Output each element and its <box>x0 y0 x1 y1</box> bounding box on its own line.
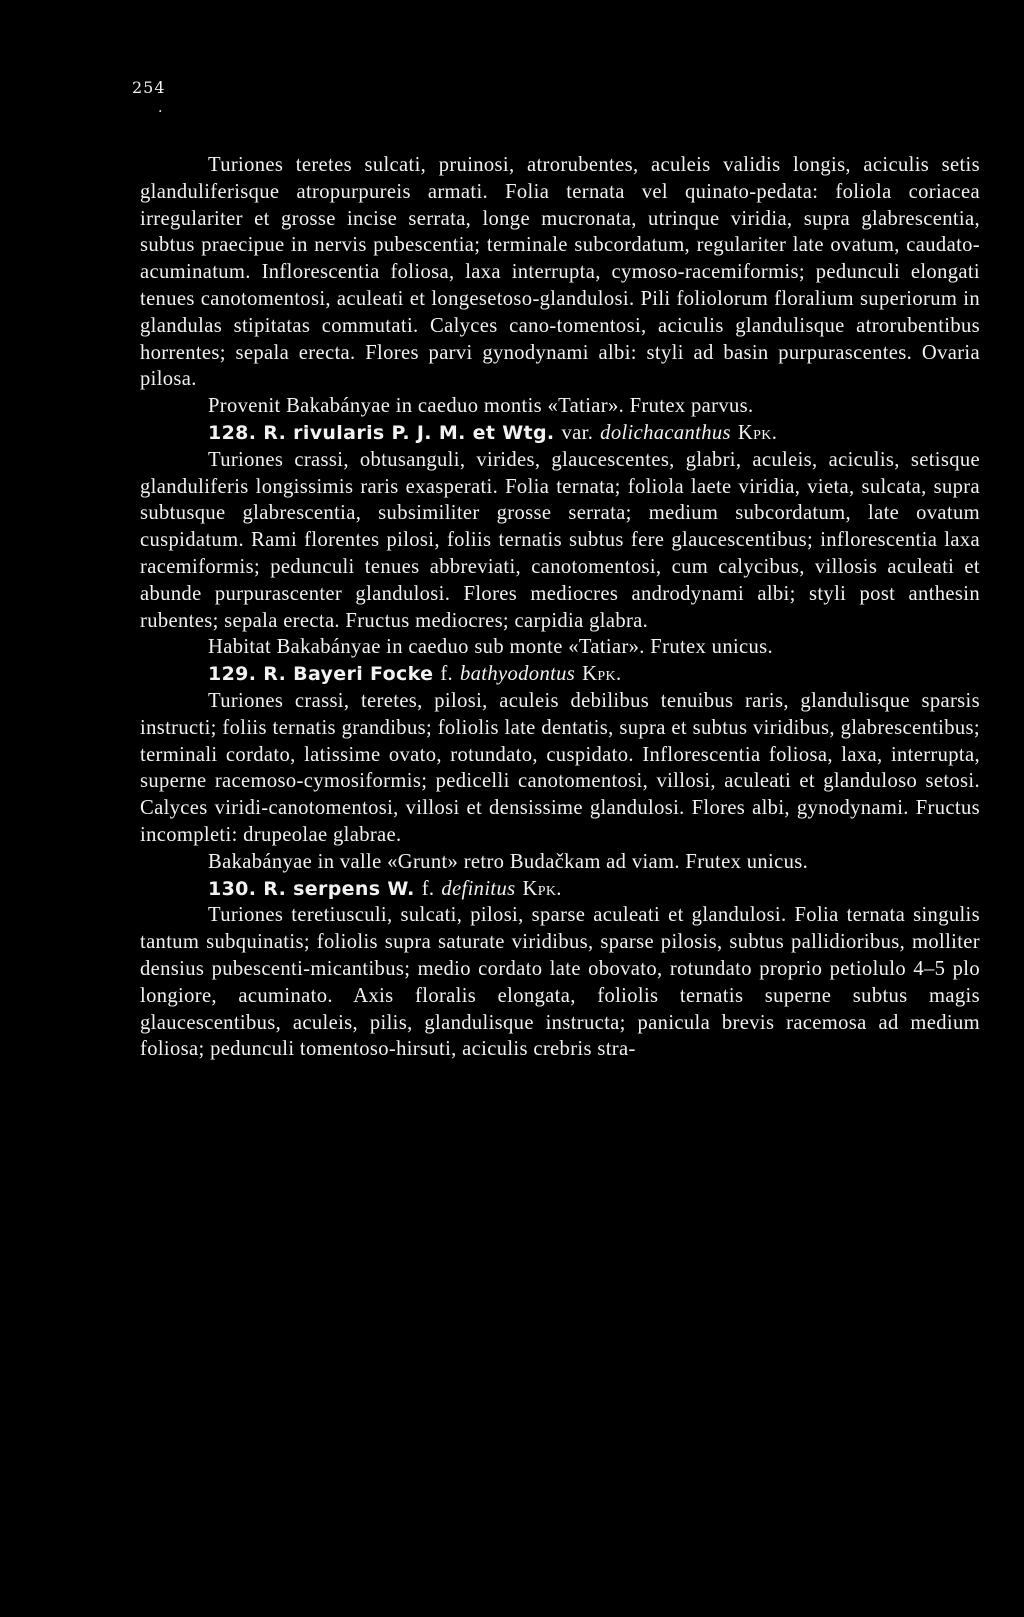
species-number: 129. <box>208 663 257 686</box>
description-paragraph: Turiones teretiusculi, sulcati, pilosi, sparse aculeati et glandulosi. Folia ternata singulis tantum subquinatis; foliolis supra saturate viridibus, sparse pilosis, subtus pallidioribus, molliter densius pubescenti-micantibus; medio cordato late obovato, rotundato proprio petiolulo 4–5 plo longiore, acuminato. Axis floralis elongata, foliolis ternatis superne subtus magis glaucescentibus, aculeis, pilis, glandulisque instructa; panicula brevis racemosa ad medium foliosa; pedunculi tomentoso-hirsuti, aciculis crebris stra- <box>140 904 980 1061</box>
locality-paragraph: Bakabányae in valle «Grunt» retro Budačkam ad viam. Frutex unicus. <box>208 850 809 873</box>
description-paragraph: Turiones teretes sulcati, pruinosi, atrorubentes, aculeis validis longis, aciculis setis glanduliferisque atropurpureis armati. Folia ternata vel quinato-pedata: foliola coriacea irregulariter et grosse incise serrata, longe mucronata, utrinque viridia, supra glabrescentia, subtus praecipue in nervis pubescentia; terminale subcordatum, regulariter late ovatum, caudato-acuminatum. Inflorescentia foliosa, laxa interrupta, cymoso-racemiformis; pedunculi elongati tenues canotomentosi, aculeati et longesetoso-glandulosi. Pili foliolorum floralium superiorum in glandulas stipitatas commutati. Calyces cano-tomentosi, aciculis glandulisque atrorubentibus horrentes; sepala erecta. Flores parvi gynodynami albi: styli ad basin purpurascentes. Ovaria pilosa. <box>140 154 980 391</box>
variety-label: var. <box>561 421 594 444</box>
description-paragraph: Turiones crassi, obtusanguli, virides, glaucescentes, glabri, aculeis, aciculis, setisque glanduliferis longissimis raris exasperati. Folia ternata; foliola laete viridia, vieta, sulcata, supra subtusque glabrescentia, subsimiliter grosse serrata; medium subcordatum, late ovatum cuspidatum. Rami florentes pilosi, foliis ternatis subtus fere glaucescentibus; inflorescentia laxa racemiformis; pedunculi tenues abbreviati, canotomentosi, cum calycibus, villosis aculeati et abunde purpurascenter glandulosi. Flores mediocres androdynami albi; styli post anthesin rubentes; sepala erecta. Fructus mediocres; carpidia glabra. <box>140 448 980 632</box>
species-number: 128. <box>208 421 257 444</box>
variety-name: definitus <box>441 877 516 900</box>
page-number: 254 <box>132 78 166 97</box>
variety-label: f. <box>421 877 435 900</box>
species-name: R. rivularis P. J. M. et Wtg. <box>263 421 555 444</box>
species-name: R. Bayeri Focke <box>263 663 434 686</box>
variety-author: Kpk. <box>522 877 562 900</box>
page-text <box>140 152 980 1063</box>
species-number: 130. <box>208 877 257 900</box>
page-mark: . <box>158 100 163 116</box>
locality-paragraph: Provenit Bakabányae in caeduo montis «Tatiar». Frutex parvus. <box>208 395 754 418</box>
species-name: R. serpens W. <box>263 877 415 900</box>
variety-author: Kpk. <box>737 421 778 444</box>
variety-label: f. <box>440 663 454 686</box>
variety-author: Kpk. <box>582 663 622 686</box>
species-heading <box>140 661 980 688</box>
species-heading <box>140 420 980 447</box>
variety-name: bathyodontus <box>460 663 576 686</box>
description-paragraph: Turiones crassi, teretes, pilosi, aculeis debilibus tenuibus raris, glandulisque sparsis instructi; foliis ternatis grandibus; foliolis late dentatis, supra et subtus viridibus, glabrescentibus; terminali cordato, latissime ovato, rotundato, cuspidato. Inflorescentia foliosa, laxa, interrupta, superne racemoso-cymosiformis; pedicelli canotomentosi, villosi, aculeati et glanduloso setosi. Calyces viridi-canotomentosi, villosi et densissime glandulosi. Flores albi, gynodynami. Fructus incompleti: drupeolae glabrae. <box>140 689 980 846</box>
variety-name: dolichacanthus <box>600 421 731 444</box>
locality-paragraph: Habitat Bakabányae in caeduo sub monte «Tatiar». Frutex unicus. <box>208 636 774 659</box>
species-heading <box>140 876 980 903</box>
